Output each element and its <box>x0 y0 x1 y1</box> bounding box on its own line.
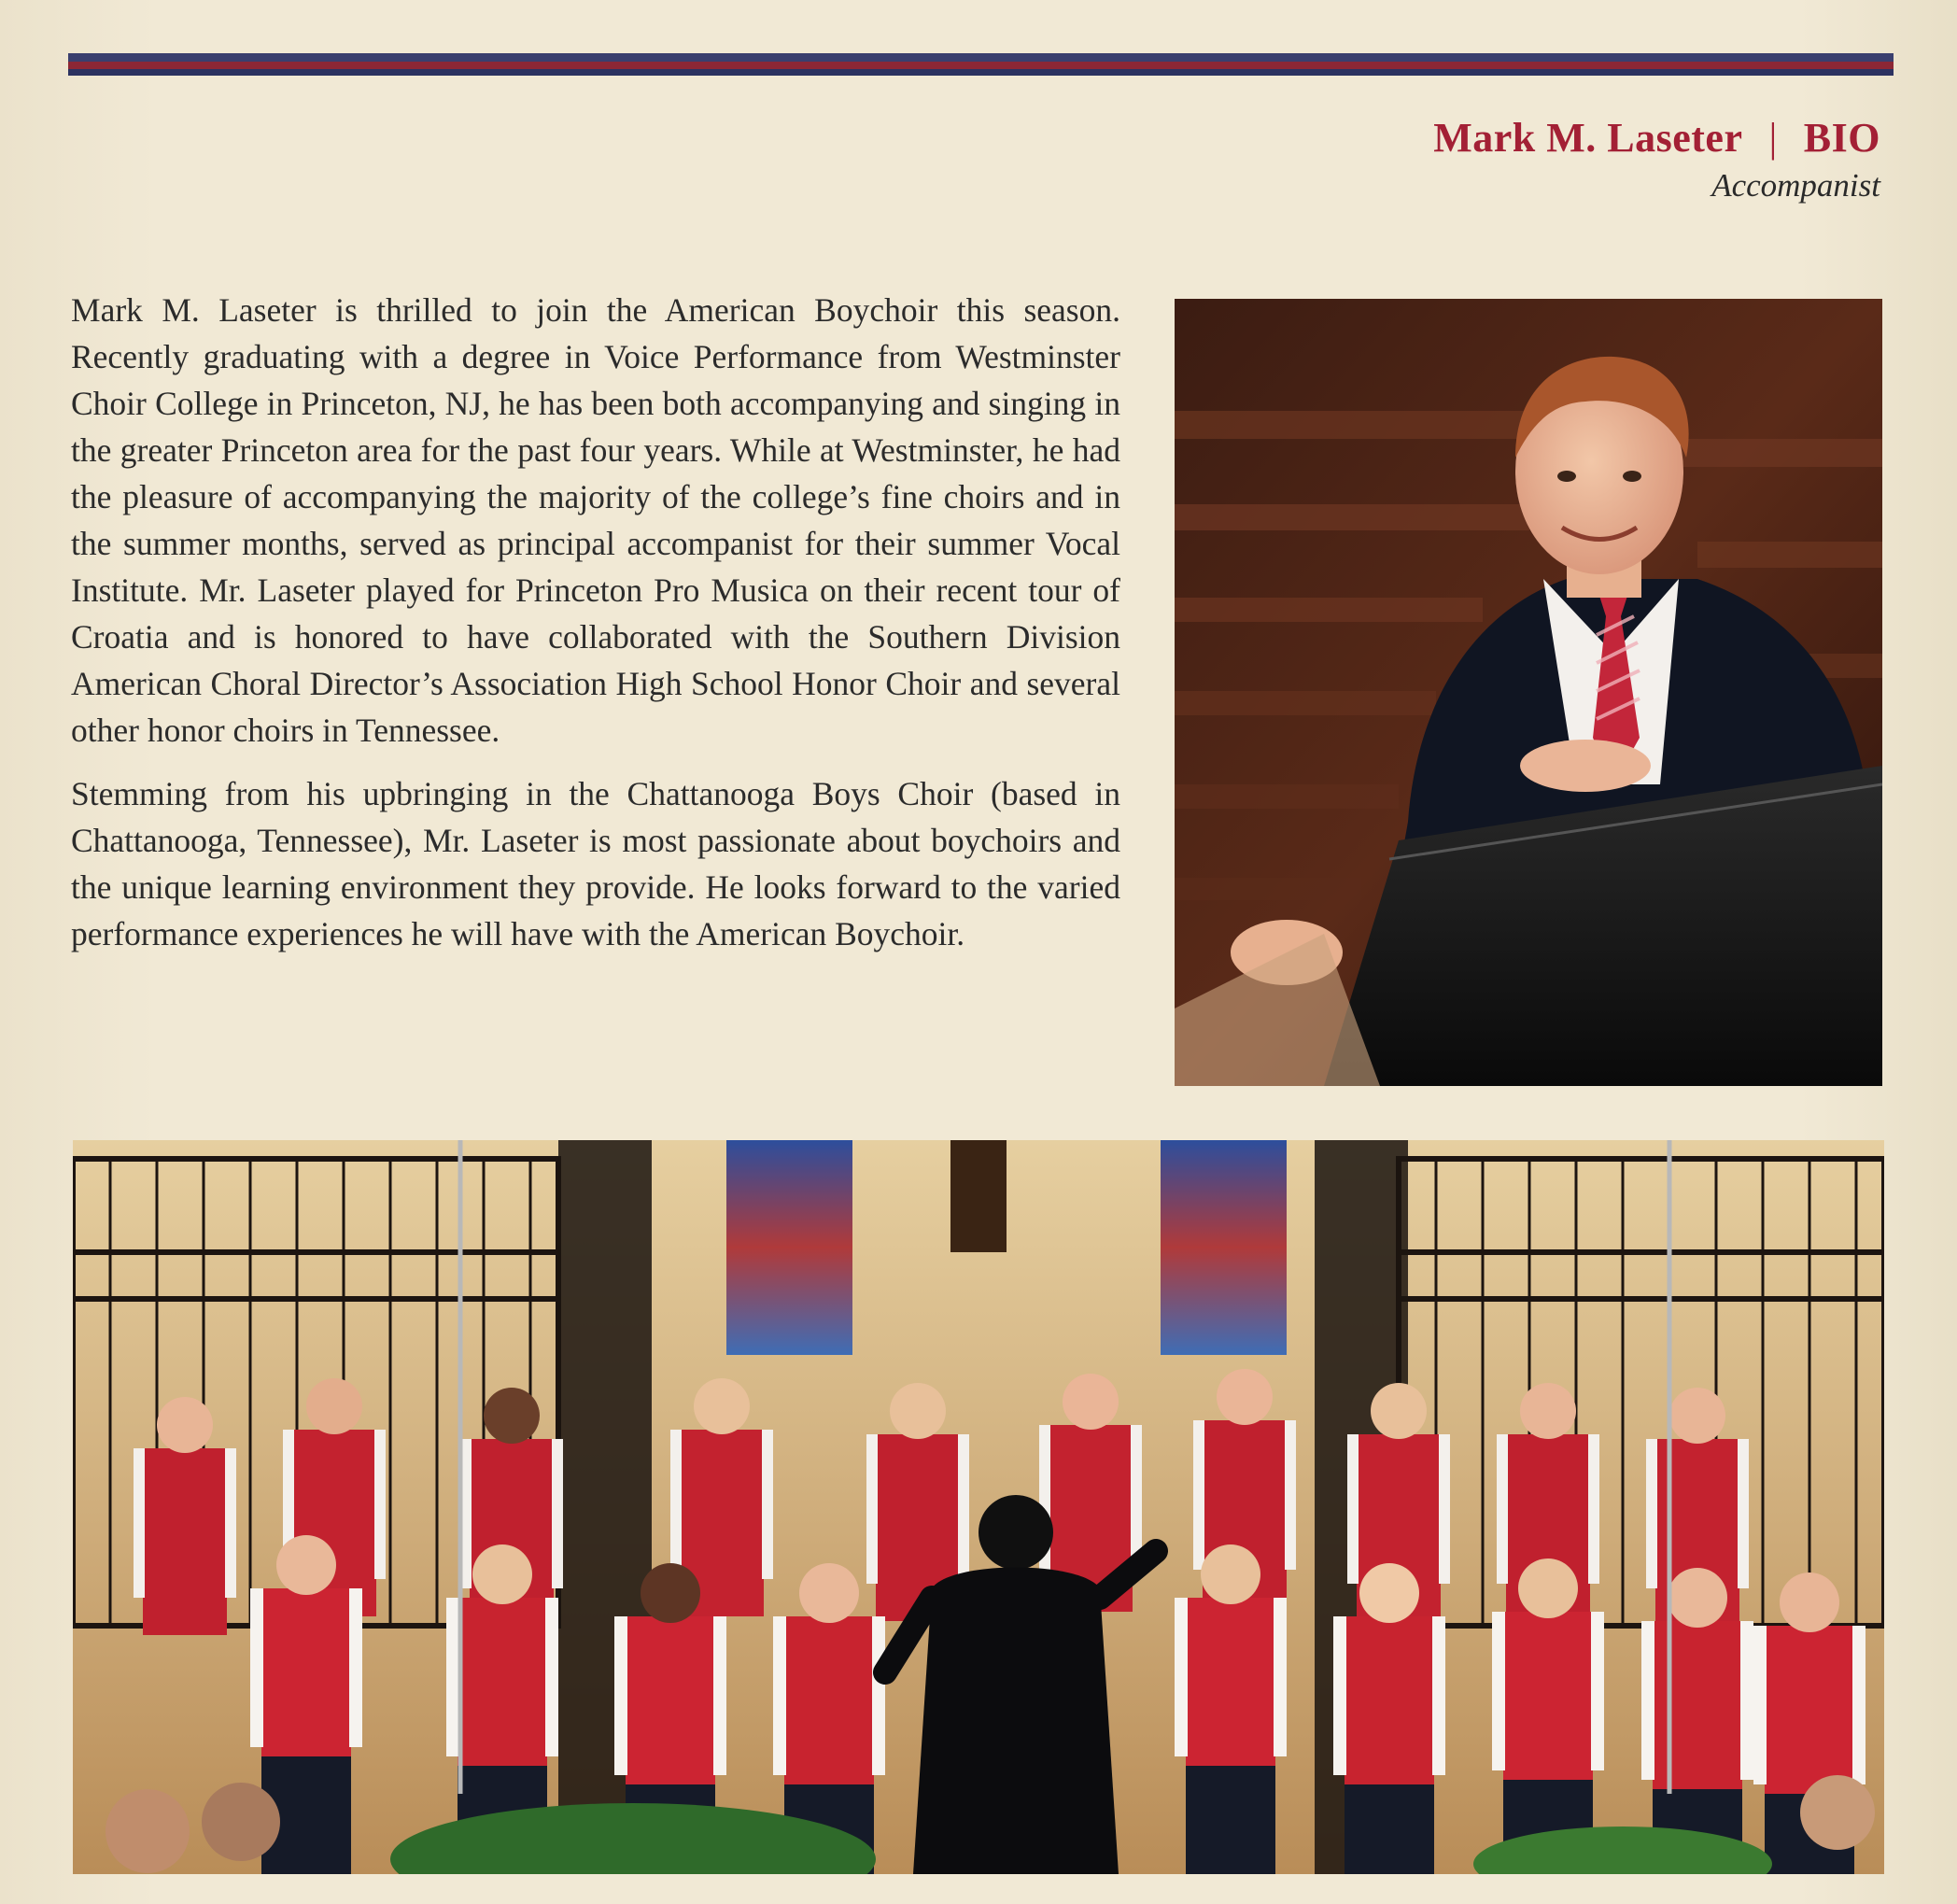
header-title-line <box>1433 114 1880 162</box>
section-label: BIO <box>1803 115 1880 161</box>
bio-text <box>71 287 1120 974</box>
bio-paragraph: Stemming from his upbringing in the Chattanooga Boys Choir (based in Chattanooga, Tennessee), Mr. Laseter is most passionate about boychoirs and the unique learning environment they provide. He looks forward to the varied performance experiences he will have with the American Boychoir. <box>71 775 1120 952</box>
bio-header <box>1433 114 1880 205</box>
portrait-illustration <box>1175 299 1882 1086</box>
portrait-photo <box>1175 299 1882 1086</box>
header-separator: | <box>1768 115 1778 161</box>
bio-paragraph: Mark M. Laseter is thrilled to join the American Boychoir this season. Recently graduating with a degree in Voice Performance from Westminster Choir College in Princeton, NJ, he has been both accompanying and singing in the greater Princeton area for the past four years. While at Westminster, he had the pleasure of accompanying the majority of the college’s fine choirs and in the summer months, served as principal accompanist for their summer Vocal Institute. Mr. Laseter played for Princeton Pro Musica on their recent tour of Croatia and is honored to have collaborated with the Southern Division American Choral Director’s Association High School Honor Choir and several other honor choirs in Tennessee. <box>71 291 1120 749</box>
choir-illustration <box>73 1140 1884 1874</box>
person-name: Mark M. Laseter <box>1433 115 1743 161</box>
rule-band-navy <box>68 53 1894 62</box>
rule-band-navy-lower <box>68 69 1894 76</box>
person-role: Accompanist <box>1711 167 1880 204</box>
rule-band-red <box>68 62 1894 69</box>
choir-photo <box>73 1140 1884 1874</box>
top-decorative-rule <box>68 53 1894 78</box>
